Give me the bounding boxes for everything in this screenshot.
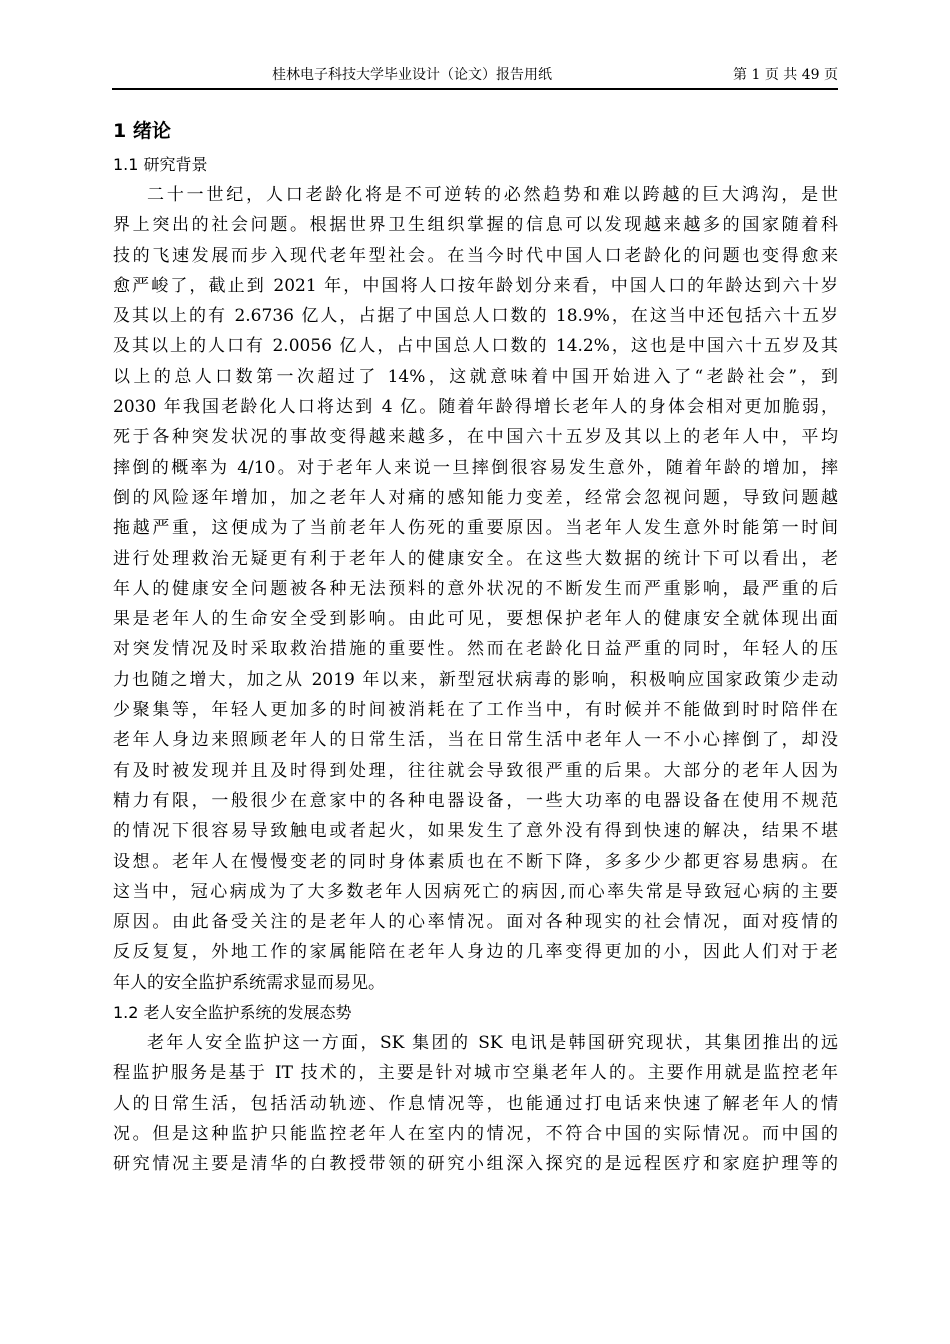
chapter-title: 1 绪论	[113, 120, 171, 142]
text-line: 死于各种突发状况的事故变得越来越多，在中国六十五岁及其以上的老年人中，平均	[113, 427, 838, 448]
text-line: 力也随之增大，加之从 2019 年以来，新型冠状病毒的影响，积极响应国家政策少走动	[113, 669, 838, 690]
document-body	[113, 112, 838, 1180]
section-title-1-2: 1.2 老人安全监护系统的发展态势	[113, 1003, 352, 1023]
page-header	[112, 64, 838, 90]
text-line: 年人的健康安全问题被各种无法预料的意外状况的不断发生而严重影响，最严重的后	[113, 578, 838, 599]
text-line: 摔倒的概率为 4/10。对于老年人来说一旦摔倒很容易发生意外，随着年龄的增加，摔	[113, 457, 838, 478]
header-title: 桂林电子科技大学毕业设计（论文）报告用纸	[272, 67, 552, 83]
text-line: 有及时被发现并且及时得到处理，往往就会导致很严重的后果。大部分的老年人因为	[113, 760, 838, 781]
text-line: 愈严峻了，截止到 2021 年，中国将人口按年龄划分来看，中国人口的年龄达到六十岁	[113, 275, 838, 296]
text-line: 及其以上的有 2.6736 亿人，占据了中国总人口数的 18.9%，在这当中还包括六十五岁	[113, 306, 838, 327]
text-line: 精力有限，一般很少在意家中的各种电器设备，一些大功率的电器设备在使用不规范	[113, 790, 838, 811]
text-line: 原因。由此备受关注的是老年人的心率情况。面对各种现实的社会情况，面对疫情的	[113, 912, 838, 933]
text-line: 拖越严重，这便成为了当前老年人伤死的重要原因。当老年人发生意外时能第一时间	[113, 518, 838, 539]
text-line: 年人的安全监护系统需求显而易见。	[113, 972, 385, 993]
text-line: 以上的总人口数第一次超过了 14%，这就意味着中国开始进入了“老龄社会”，到	[113, 366, 838, 387]
text-line: 研究情况主要是清华的白教授带领的研究小组深入探究的是远程医疗和家庭护理等的	[113, 1154, 838, 1175]
text-line: 技的飞速发展而步入现代老年型社会。在当今时代中国人口老龄化的问题也变得愈来	[113, 245, 838, 266]
text-line: 老年人身边来照顾老年人的日常生活，当在日常生活中老年人一不小心摔倒了，却没	[113, 730, 838, 751]
text-line: 的情况下很容易导致触电或者起火，如果发生了意外没有得到快速的解决，结果不堪	[113, 821, 838, 842]
section-title-1-1: 1.1 研究背景	[113, 155, 208, 174]
text-line: 反反复复，外地工作的家属能陪在老年人身边的几率变得更加的小，因此人们对于老	[113, 942, 838, 963]
paragraph-development-trend	[113, 1028, 838, 1179]
text-line: 设想。老年人在慢慢变老的同时身体素质也在不断下降，多多少少都更容易患病。在	[113, 851, 838, 872]
text-line: 这当中，冠心病成为了大多数老年人因病死亡的病因,而心率失常是导致冠心病的主要	[113, 881, 838, 902]
text-line: 程监护服务是基于 IT 技术的，主要是针对城市空巢老年人的。主要作用就是监控老年	[113, 1063, 838, 1084]
text-line: 少聚集等，年轻人更加多的时间被消耗在了工作当中，有时候并不能做到时时陪伴在	[113, 700, 838, 721]
text-line: 倒的风险逐年增加，加之老年人对痛的感知能力变差，经常会忽视问题，导致问题越	[113, 487, 838, 508]
text-line: 况。但是这种监护只能监控老年人在室内的情况，不符合中国的实际情况。而中国的	[113, 1123, 838, 1144]
text-line: 进行处理救治无疑更有利于老年人的健康安全。在这些大数据的统计下可以看出，老	[113, 548, 838, 569]
header-page-info: 第 1 页 共 49 页	[733, 67, 838, 83]
text-line: 对突发情况及时采取救治措施的重要性。然而在老龄化日益严重的同时，年轻人的压	[113, 639, 838, 660]
text-line: 老年人安全监护这一方面，SK 集团的 SK 电讯是韩国研究现状，其集团推出的远	[147, 1033, 838, 1054]
text-line: 果是老年人的生命安全受到影响。由此可见，要想保护老年人的健康安全就体现出面	[113, 609, 838, 630]
text-line: 人的日常生活，包括活动轨迹、作息情况等，也能通过打电话来快速了解老年人的情	[113, 1093, 838, 1114]
text-line: 及其以上的人口有 2.0056 亿人，占中国总人口数的 14.2%，这也是中国六十五岁及其	[113, 336, 838, 357]
text-line: 二十一世纪，人口老龄化将是不可逆转的必然趋势和难以跨越的巨大鸿沟，是世	[147, 185, 838, 205]
text-line: 2030 年我国老龄化人口将达到 4 亿。随着年龄得增长老年人的身体会相对更加脆弱，	[113, 397, 838, 418]
text-line: 界上突出的社会问题。根据世界卫生组织掌握的信息可以发现越来越多的国家随着科	[113, 215, 838, 236]
paragraph-research-background	[113, 180, 838, 998]
